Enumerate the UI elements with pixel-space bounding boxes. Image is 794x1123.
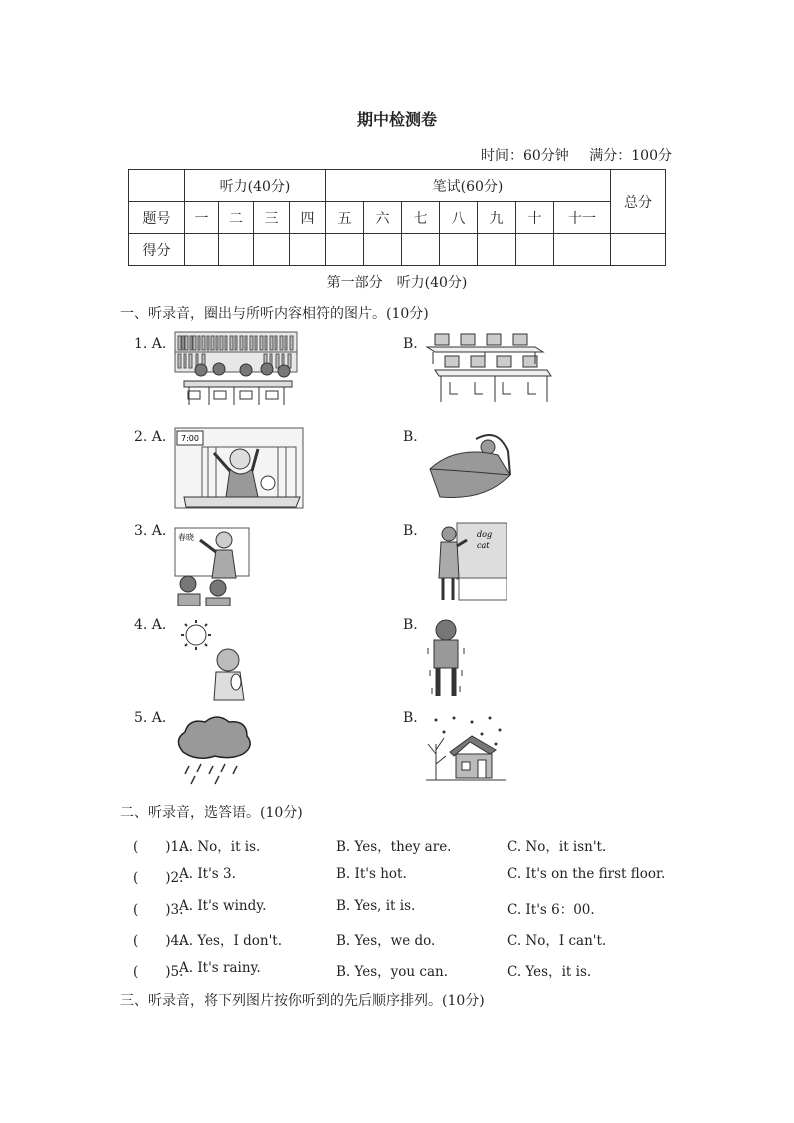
section-one-title: 一、听录音，圈出与所听内容相符的图片。(10分) — [120, 306, 429, 322]
q3-a-label: 3. A. — [134, 523, 167, 539]
item-number: 十一 — [554, 202, 611, 234]
rainy-cloud-picture[interactable] — [173, 712, 253, 786]
option-a: A. It's rainy. — [179, 960, 261, 976]
q1-b-label: B. — [403, 336, 418, 352]
board-text-cat: cat — [477, 541, 490, 550]
q3-b-label: B. — [403, 523, 418, 539]
score-cell[interactable] — [440, 234, 478, 266]
q5-b-label: B. — [403, 710, 418, 726]
section-two-title: 二、听录音，选答语。(10分) — [120, 805, 303, 821]
q2-b-label: B. — [403, 429, 418, 445]
option-a: A. It's 3. — [179, 866, 236, 882]
q4-a-label: 4. A. — [134, 617, 167, 633]
table-corner — [129, 170, 185, 202]
time-limit: 时间：60分钟 — [480, 148, 569, 164]
option-a: A. It's windy. — [179, 898, 267, 914]
score-cell[interactable] — [402, 234, 440, 266]
hot-sunny-picture[interactable] — [176, 620, 252, 702]
q2-a-label: 2. A. — [134, 429, 167, 445]
question-number[interactable]: ( )3. — [133, 902, 184, 918]
part-one-heading: 第一部分 听力(40分) — [326, 275, 468, 291]
score-cell[interactable] — [326, 234, 364, 266]
writing-header: 笔试(60分) — [326, 170, 611, 202]
question-number[interactable]: ( )5. — [133, 964, 184, 980]
exam-meta — [465, 145, 672, 165]
item-number: 八 — [440, 202, 478, 234]
item-number: 九 — [478, 202, 516, 234]
total-score-cell[interactable] — [611, 234, 666, 266]
option-a: A. No，it is. — [179, 839, 261, 855]
full-score: 满分：100分 — [589, 148, 672, 164]
score-table — [128, 169, 666, 266]
option-b: B. Yes，we do. — [336, 933, 436, 949]
question-number[interactable]: ( )4. — [133, 933, 184, 949]
option-c: C. It's on the first floor. — [507, 866, 666, 882]
q5-a-label: 5. A. — [134, 710, 167, 726]
option-c: C. No，it isn't. — [507, 839, 607, 855]
score-cell[interactable] — [554, 234, 611, 266]
total-header: 总分 — [611, 170, 666, 234]
option-b: B. Yes, it is. — [336, 898, 416, 914]
option-a: A. Yes，I don't. — [179, 933, 283, 949]
score-cell[interactable] — [219, 234, 254, 266]
listening-header: 听力(40分) — [185, 170, 326, 202]
option-c: C. It's 6：00. — [507, 902, 595, 918]
clock-text: 7:00 — [181, 434, 199, 443]
library-students-picture[interactable] — [174, 331, 298, 407]
score-cell[interactable] — [478, 234, 516, 266]
score-cell[interactable] — [516, 234, 554, 266]
section-three-title: 三、听录音，将下列图片按你听到的先后顺序排列。(10分) — [120, 993, 485, 1009]
board-text-dog: dog — [477, 530, 493, 539]
snowy-house-picture[interactable] — [426, 714, 506, 784]
score-cell[interactable] — [290, 234, 326, 266]
item-number: 六 — [364, 202, 402, 234]
question-number[interactable]: ( )2. — [133, 870, 184, 886]
q4-b-label: B. — [403, 617, 418, 633]
computer-room-picture[interactable] — [425, 332, 553, 404]
score-cell[interactable] — [254, 234, 290, 266]
row-label-item: 题号 — [129, 202, 185, 234]
score-cell[interactable] — [364, 234, 402, 266]
person-sleeping-picture[interactable] — [426, 431, 516, 501]
item-number: 四 — [290, 202, 326, 234]
question-number[interactable]: ( )1. — [133, 839, 184, 855]
item-number: 二 — [219, 202, 254, 234]
option-c: C. Yes，it is. — [507, 964, 592, 980]
option-b: B. It's hot. — [336, 866, 407, 882]
board-text-chinese: 春晓 — [178, 533, 194, 542]
item-number: 一 — [185, 202, 219, 234]
cold-person-picture[interactable] — [424, 618, 468, 700]
chinese-class-picture[interactable] — [174, 526, 252, 606]
english-class-picture[interactable] — [435, 522, 507, 602]
item-number: 三 — [254, 202, 290, 234]
item-number: 十 — [516, 202, 554, 234]
girl-waking-up-picture[interactable] — [174, 427, 304, 509]
option-b: B. Yes，you can. — [336, 964, 448, 980]
item-number: 七 — [402, 202, 440, 234]
item-number: 五 — [326, 202, 364, 234]
score-cell[interactable] — [185, 234, 219, 266]
option-c: C. No，I can't. — [507, 933, 607, 949]
q1-a-label: 1. A. — [134, 336, 167, 352]
row-label-score: 得分 — [129, 234, 185, 266]
page-title: 期中检测卷 — [356, 110, 437, 129]
option-b: B. Yes，they are. — [336, 839, 452, 855]
